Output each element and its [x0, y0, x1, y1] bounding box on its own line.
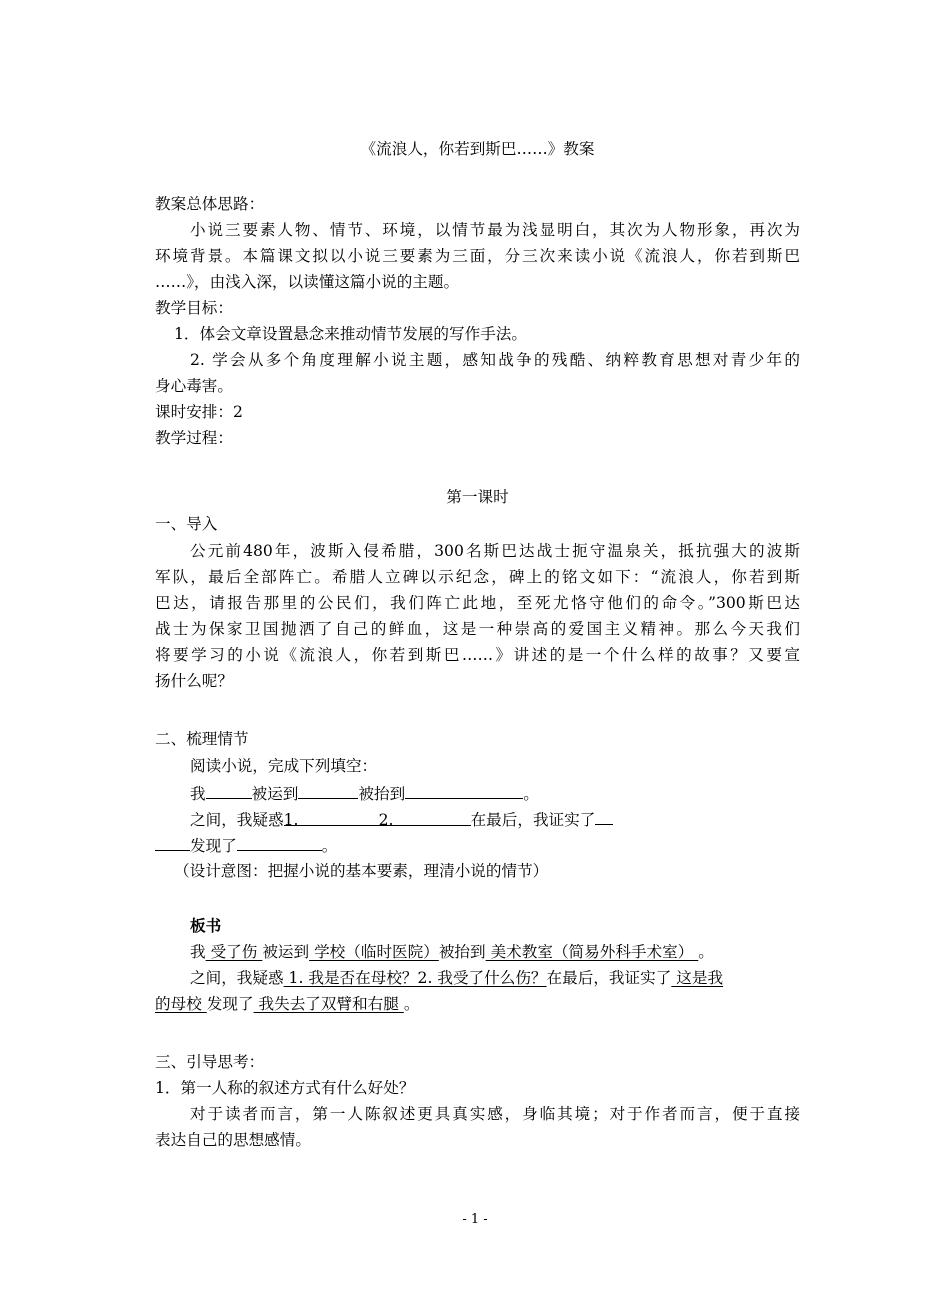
- fill-blank[interactable]: [283, 807, 379, 829]
- board-answer: 学校（临时医院）: [309, 943, 439, 961]
- board-text: 我: [190, 943, 206, 961]
- board-answer: 的母校: [155, 995, 207, 1013]
- intro-line-4: 战士为保家卫国抛洒了自己的鲜血，这是一种崇高的爱国主义精神。那么今天我们: [155, 620, 800, 638]
- board-line-2: [190, 965, 800, 991]
- fill-blank[interactable]: [206, 780, 252, 799]
- board-text: 在最后，我证实了: [546, 969, 672, 987]
- goals-heading: 教学目标：: [155, 299, 233, 317]
- guide-answer-1-line-1: 对于读者而言，第一人陈叙述更具真实感，身临其境；对于作者而言，便于直接: [190, 1105, 800, 1123]
- class-schedule: 课时安排：2: [155, 403, 243, 421]
- fill-blank[interactable]: [237, 832, 322, 851]
- board-answer: 受了伤: [205, 943, 263, 961]
- fill-line-2: [190, 806, 800, 832]
- fill-line-1: [190, 780, 800, 806]
- process-heading: 教学过程：: [155, 429, 233, 447]
- fill-text: 被抬到: [358, 785, 406, 803]
- intro-heading: 一、导入: [155, 515, 218, 533]
- board-answer: 美术教室（简易外科手术室）: [485, 943, 699, 961]
- fill-text: 之间，我疑惑: [190, 811, 284, 829]
- board-answer: 我失去了双臂和右腿: [253, 995, 404, 1013]
- fill-text: 发现了: [190, 837, 237, 855]
- plot-instruction: 阅读小说，完成下列填空：: [190, 757, 378, 775]
- overall-line-3: ……》，由浅入深，以读懂这篇小说的主题。: [155, 273, 460, 291]
- board-answer: 1. 我是否在母校？2. 我受了什么伤？: [283, 969, 547, 987]
- plot-heading: 二、梳理情节: [155, 730, 249, 748]
- fill-text: 在最后，我证实了: [470, 811, 596, 829]
- fill-line-3: [155, 832, 800, 858]
- overall-line-1: 小说三要素人物、情节、环境，以情节最为浅显明白，其次为人物形象，再次为: [190, 221, 800, 239]
- intro-line-1: 公元前480年，波斯入侵希腊，300名斯巴达战士扼守温泉关，抵抗强大的波斯: [190, 542, 800, 560]
- board-text: 之间，我疑惑: [190, 969, 284, 987]
- guide-answer-1-line-2: 表达自己的思想感情。: [155, 1131, 311, 1149]
- intro-line-3: 巴达，请报告那里的公民们，我们阵亡此地，至死尤恪守他们的命令。”300斯巴达: [155, 594, 800, 612]
- board-line-3: [155, 991, 800, 1017]
- intro-line-2: 军队，最后全部阵亡。希腊人立碑以示纪念，碑上的铭文如下：“流浪人，你若到斯: [155, 568, 800, 586]
- fill-blank-number: 2.: [378, 811, 394, 829]
- fill-blank[interactable]: [378, 807, 471, 829]
- board-heading-text: 板书: [190, 916, 222, 935]
- board-text: 被抬到: [438, 943, 486, 961]
- fill-text: 。: [321, 837, 338, 855]
- board-answer: 这是我: [671, 969, 724, 987]
- guide-heading: 三、引导思考：: [155, 1053, 265, 1071]
- document-title: 《流浪人，你若到斯巴……》教案: [360, 140, 595, 158]
- fill-text: 。: [523, 785, 539, 803]
- page-number: - 1 -: [462, 1212, 488, 1227]
- board-line-1: [190, 939, 800, 965]
- fill-blank[interactable]: [298, 780, 358, 799]
- fill-blank[interactable]: [595, 806, 613, 825]
- guide-question-1: 1．第一人称的叙述方式有什么好处？: [155, 1079, 415, 1097]
- goal-item-1: 1．体会文章设置悬念来推动情节发展的写作手法。: [174, 325, 527, 343]
- design-note: （设计意图：把握小说的基本要素，理清小说的情节）: [174, 862, 549, 880]
- intro-line-6: 扬什么呢？: [155, 672, 233, 690]
- board-heading: [190, 913, 800, 939]
- board-text: 。: [403, 995, 420, 1013]
- board-text: 发现了: [206, 995, 254, 1013]
- lesson-one-heading: 第一课时: [446, 488, 509, 506]
- fill-blank-number: 1.: [283, 811, 299, 829]
- goal-item-2-line-2: 身心毒害。: [155, 377, 233, 395]
- fill-blank[interactable]: [405, 780, 523, 799]
- fill-text: 被运到: [251, 785, 299, 803]
- board-text: 被运到: [262, 943, 310, 961]
- fill-blank[interactable]: [155, 832, 190, 851]
- board-text: 。: [698, 943, 714, 961]
- intro-line-5: 将要学习的小说《流浪人，你若到斯巴……》讲述的是一个什么样的故事？又要宣: [155, 646, 800, 664]
- fill-text: 我: [190, 785, 206, 803]
- overall-line-2: 环境背景。本篇课文拟以小说三要素为三面，分三次来读小说《流浪人，你若到斯巴: [155, 247, 800, 265]
- overall-heading: 教案总体思路：: [155, 195, 265, 213]
- goal-item-2-line-1: 2. 学会从多个角度理解小说主题，感知战争的残酷、纳粹教育思想对青少年的: [190, 351, 800, 369]
